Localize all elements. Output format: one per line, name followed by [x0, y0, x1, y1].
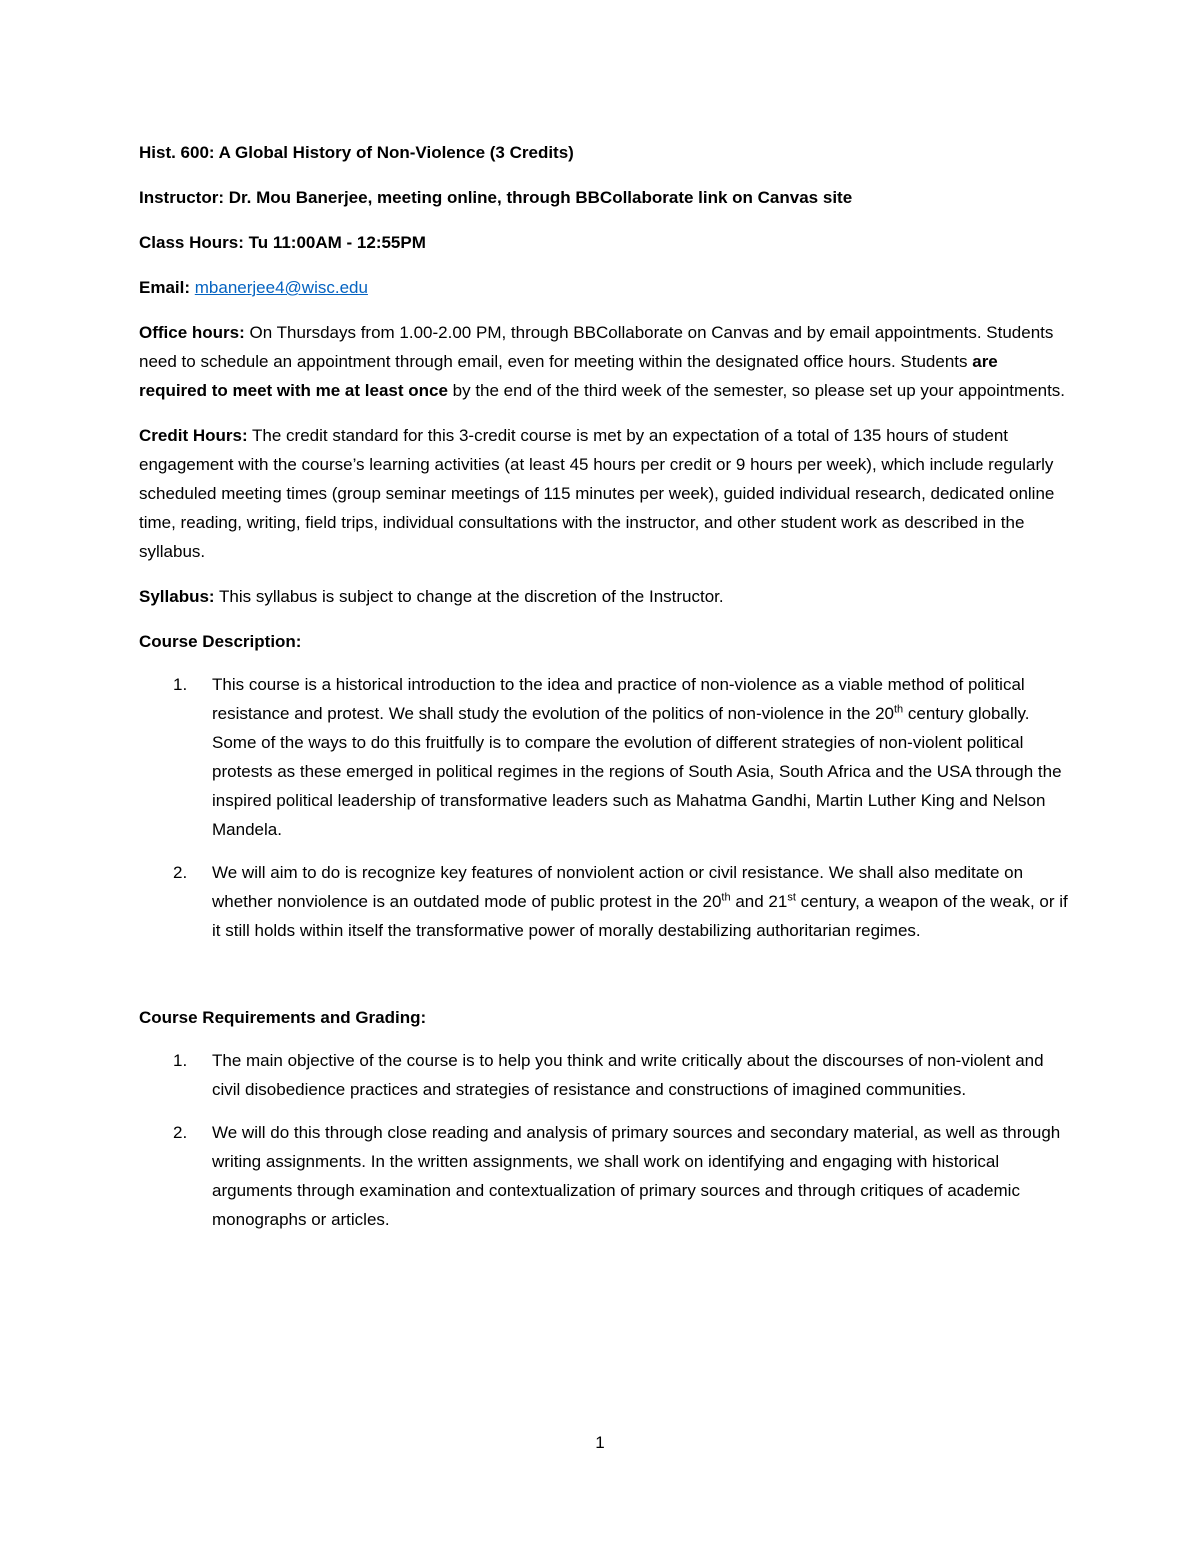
document-body — [139, 138, 1069, 1248]
credit-hours-paragraph — [139, 421, 1069, 566]
list-item-text-a: We will aim to do is recognize key features of nonviolent action or civil resistance. We shall also meditate on whether nonviolence is an outdated mode of public protest in the 20 — [212, 863, 1024, 911]
syllabus-paragraph — [139, 582, 1069, 611]
superscript: st — [787, 891, 796, 904]
instructor-line: Instructor: Dr. Mou Banerjee, meeting online, through BBCollaborate link on Canvas site — [139, 188, 853, 207]
list-item-text: The main objective of the course is to help you think and write critically about the discourses of non-violent and civil disobedience practices and strategies of resistance and constructions of imagined communities. — [212, 1051, 1044, 1099]
office-hours-text-b: by the end of the third week of the semester, so please set up your appointments. — [447, 381, 1066, 400]
credit-hours-label: Credit Hours: — [139, 426, 248, 445]
list-item — [139, 1118, 1069, 1234]
syllabus-label: Syllabus: — [139, 587, 215, 606]
list-item-text-mid: and 21 — [730, 892, 788, 911]
email-line — [139, 273, 1069, 302]
list-item — [139, 670, 1069, 844]
office-hours-text-a: On Thursdays from 1.00-2.00 PM, through BBCollaborate on Canvas and by email appointments. Students need to schedule an appointment through email, even for meeting within the designated office hours. Students — [139, 323, 1054, 371]
section-spacer — [139, 959, 1069, 1003]
list-item-number: 1. — [173, 675, 188, 694]
email-label: Email: — [139, 278, 191, 297]
course-description-list — [139, 670, 1069, 945]
requirements-list — [139, 1046, 1069, 1234]
credit-hours-text: The credit standard for this 3-credit course is met by an expectation of a total of 135 hours of student engagement with the course’s learning activities (at least 45 hours per credit or 9 hours per week), which include regularly scheduled meeting times (group seminar meetings of 115 minutes per week), guided individual research, dedicated online time, reading, writing, field trips, individual consultations with the instructor, and other student work as described in the syllabus. — [139, 426, 1055, 561]
list-item — [139, 858, 1069, 945]
list-item-text-a: This course is a historical introduction to the idea and practice of non-violence as a viable method of political resistance and protest. We shall study the evolution of the politics of non-violence in the 20 — [212, 675, 1025, 723]
list-item-text-b: century, a weapon of the weak, or if it still holds within itself the transformative power of morally destabilizing authoritarian regimes. — [212, 892, 1068, 940]
list-item-number: 1. — [173, 1051, 188, 1070]
course-title: Hist. 600: A Global History of Non-Violence (3 Credits) — [139, 143, 574, 162]
list-item-number: 2. — [173, 863, 188, 882]
list-item-text-b: century globally. Some of the ways to do this fruitfully is to compare the evolution of different strategies of non-violent political protests as these emerged in political regimes in the regions of South Asia, South Africa and the USA through the inspired political leadership of transformative leaders such as Mahatma Gandhi, Martin Luther King and Nelson Mandela. — [212, 704, 1062, 839]
office-hours-label: Office hours: — [139, 323, 245, 342]
office-hours-emphasis: are required to meet with me at least once — [139, 352, 998, 400]
email-link[interactable]: mbanerjee4@wisc.edu — [194, 278, 368, 297]
office-hours-paragraph — [139, 318, 1069, 405]
requirements-title: Course Requirements and Grading: — [139, 1008, 427, 1027]
list-item-text: We will do this through close reading and analysis of primary sources and secondary material, as well as through writing assignments. In the written assignments, we shall work on identifying and engaging with historical arguments through examination and contextualization of primary sources and through critiques of academic monographs or articles. — [212, 1123, 1061, 1229]
superscript: th — [721, 891, 731, 904]
syllabus-text: This syllabus is subject to change at the discretion of the Instructor. — [214, 587, 724, 606]
list-item — [139, 1046, 1069, 1104]
class-hours-line: Class Hours: Tu 11:00AM - 12:55PM — [139, 233, 426, 252]
list-item-number: 2. — [173, 1123, 188, 1142]
page-number: 1 — [595, 1433, 605, 1452]
superscript: th — [893, 703, 904, 716]
course-description-title: Course Description: — [139, 632, 302, 651]
